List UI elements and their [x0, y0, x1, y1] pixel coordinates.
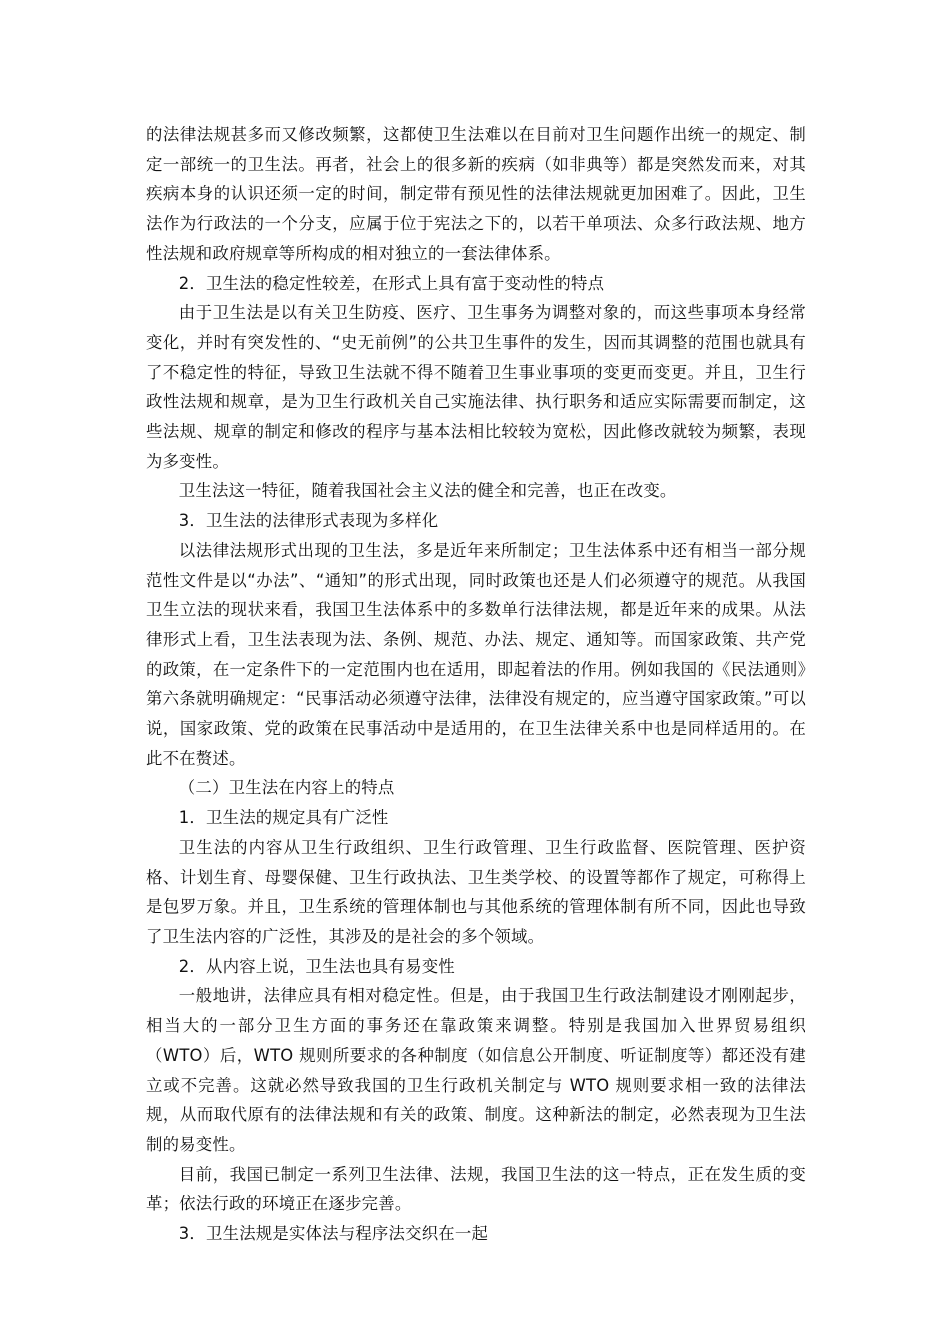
paragraph: 的法律法规甚多而又修改频繁，这都使卫生法难以在目前对卫生问题作出统一的规定、制定一部统一的卫生法。再者，社会上的很多新的疾病（如非典等）都是突然发而来，对其疾病本身的认识还须一定的时间，制定带有预见性的法律法规就更加困难了。因此，卫生法作为行政法的一个分支，应属于位于宪法之下的，以若干单项法、众多行政法规、地方性法规和政府规章等所构成的相对独立的一套法律体系。 — [146, 125, 806, 263]
section-heading: 1．卫生法的规定具有广泛性 — [178, 808, 389, 828]
section-heading: 3．卫生法规是实体法与程序法交织在一起 — [178, 1224, 489, 1244]
section-heading: 2．卫生法的稳定性较差，在形式上具有富于变动性的特点 — [178, 273, 605, 293]
section-heading: 2．从内容上说，卫生法也具有易变性 — [178, 956, 455, 976]
paragraph: 一般地讲，法律应具有相对稳定性。但是，由于我国卫生行政法制建设才刚刚起步，相当大的一部分卫生方面的事务还在靠政策来调整。特别是我国加入世界贸易组织（WTO）后，WTO 规则所要求的各种制度（如信息公开制度、听证制度等）都还没有建立或不完善。这就必然导致我国的卫生行政机关制定与 WTO 规则要求相一致的法律法规，从而取代原有的法律法规和有关的政策、制度。这种新法的制定，必然表现为卫生法制的易变性。 — [146, 986, 806, 1154]
paragraph: 以法律法规形式出现的卫生法，多是近年来所制定；卫生法体系中还有相当一部分规范性文件是以“办法”、“通知”的形式出现，同时政策也还是人们必须遵守的规范。从我国卫生立法的现状来看，我国卫生法体系中的多数单行法律法规，都是近年来的成果。从法律形式上看，卫生法表现为法、条例、规范、办法、规定、通知等。而国家政策、共产党的政策，在一定条件下的一定范围内也在适用，即起着法的作用。例如我国的《民法通则》第六条就明确规定：“民事活动必须遵守法律，法律没有规定的，应当遵守国家政策。”可以说，国家政策、党的政策在民事活动中是适用的，在卫生法律关系中也是同样适用的。在此不在赘述。 — [146, 540, 806, 768]
document-body — [146, 120, 806, 1249]
section-heading: （二）卫生法在内容上的特点 — [178, 778, 395, 798]
paragraph: 卫生法这一特征，随着我国社会主义法的健全和完善，也正在改变。 — [178, 481, 677, 501]
paragraph: 由于卫生法是以有关卫生防疫、医疗、卫生事务为调整对象的，而这些事项本身经常变化，并时有突发性的、“史无前例”的公共卫生事件的发生，因而其调整的范围也就具有了不稳定性的特征，导致卫生法就不得不随着卫生事业事项的变更而变更。并且，卫生行政性法规和规章，是为卫生行政机关自己实施法律、执行职务和适应实际需要而制定，这些法规、规章的制定和修改的程序与基本法相比较较为宽松，因此修改就较为频繁，表现为多变性。 — [146, 303, 806, 471]
section-heading: 3．卫生法的法律形式表现为多样化 — [178, 511, 439, 531]
paragraph: 目前，我国已制定一系列卫生法律、法规，我国卫生法的这一特点，正在发生质的变革；依法行政的环境正在逐步完善。 — [146, 1164, 806, 1214]
paragraph: 卫生法的内容从卫生行政组织、卫生行政管理、卫生行政监督、医院管理、医护资格、计划生育、母婴保健、卫生行政执法、卫生类学校、的设置等都作了规定，可称得上是包罗万象。并且，卫生系统的管理体制也与其他系统的管理体制有所不同，因此也导致了卫生法内容的广泛性，其涉及的是社会的多个领域。 — [146, 837, 806, 946]
